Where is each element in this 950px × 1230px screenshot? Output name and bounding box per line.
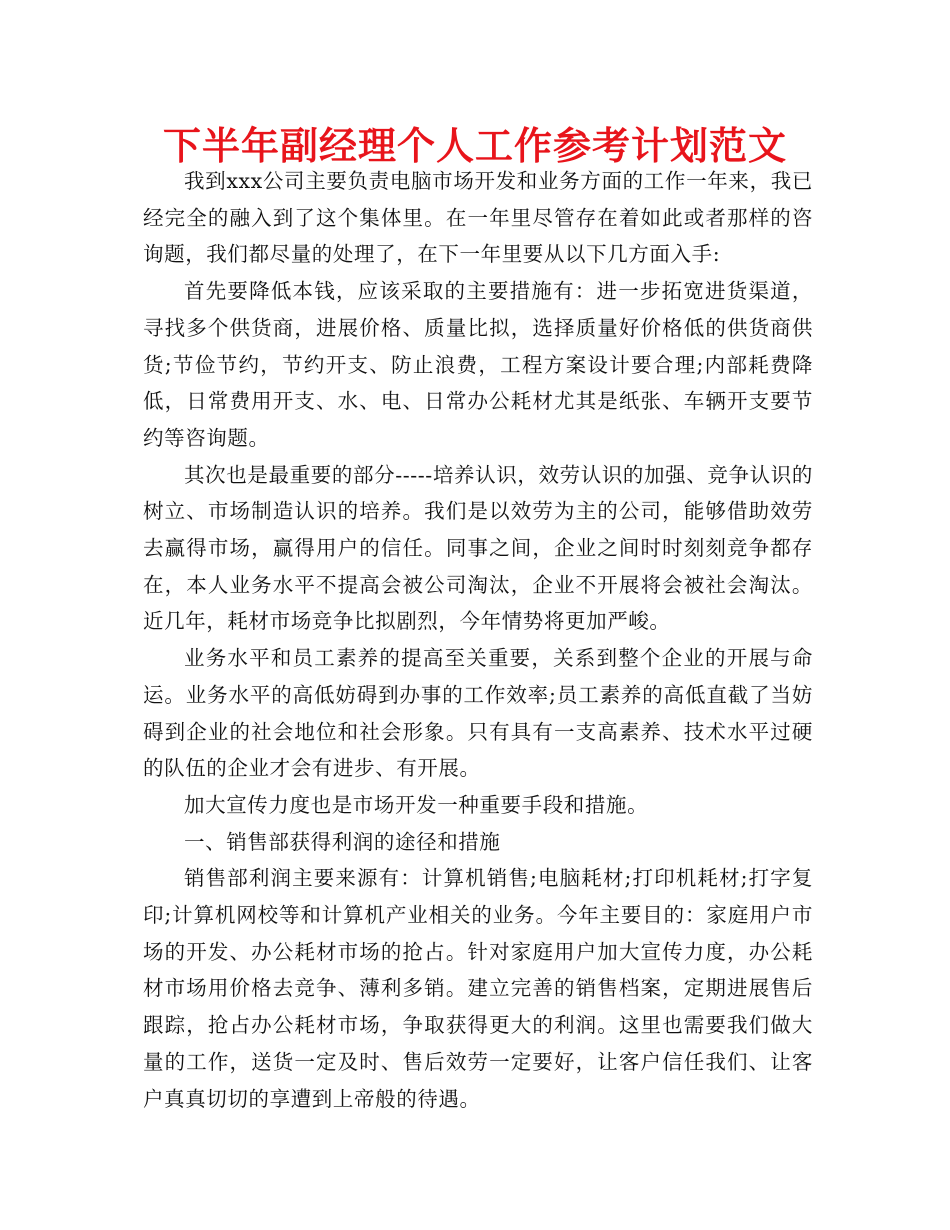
paragraph-cost-reduction: 首先要降低本钱，应该采取的主要措施有：进一步拓宽进货渠道，寻找多个供货商，进展价格、质量比拟，选择质量好价格低的供货商供货;节俭节约，节约开支、防止浪费，工程方案设计要合理;内部耗费降低，日常费用开支、水、电、日常办公耗材尤其是纸张、车辆开支要节约等咨询题。 (143, 279, 813, 450)
section-heading-sales-profit: 一、销售部获得利润的途径和措施 (184, 829, 501, 854)
paragraph-intro: 我到xxx公司主要负责电脑市场开发和业务方面的工作一年来，我已经完全的融入到了这个集体里。在一年里尽管存在着如此或者那样的咨询题，我们都尽量的处理了，在下一年里要从以下几方面入手: (143, 169, 813, 267)
paragraph-staff-quality: 业务水平和员工素养的提高至关重要，关系到整个企业的开展与命运。业务水平的高低妨碍到办事的工作效率;员工素养的高低直截了当妨碍到企业的社会地位和社会形象。只有具有一支高素养、技术水平过硬的队伍的企业才会有进步、有开展。 (143, 646, 813, 781)
document-body (143, 163, 813, 1117)
paragraph-awareness: 其次也是最重要的部分-----培养认识，效劳认识的加强、竞争认识的树立、市场制造认识的培养。我们是以效劳为主的公司，能够借助效劳去赢得市场，赢得用户的信任。同事之间，企业之间时时刻刻竞争都存在，本人业务水平不提高会被公司淘汰，企业不开展将会被社会淘汰。近几年，耗材市场竞争比拟剧烈，今年情势将更加严峻。 (143, 462, 813, 634)
document-title: 下半年副经理个人工作参考计划范文 (162, 124, 787, 168)
paragraph-publicity: 加大宣传力度也是市场开发一种重要手段和措施。 (184, 792, 649, 817)
paragraph-sales-profit: 销售部利润主要来源有：计算机销售;电脑耗材;打印机耗材;打字复印;计算机网校等和计算机产业相关的业务。今年主要目的：家庭用户市场的开发、办公耗材市场的抢占。针对家庭用户加大宣传力度，办公耗材市场用价格去竞争、薄利多销。建立完善的销售档案，定期进展售后跟踪，抢占办公耗材市场，争取获得更大的利润。这里也需要我们做大量的工作，送货一定及时、售后效劳一定要好，让客户信任我们、让客户真真切切的享遭到上帝般的待遇。 (143, 866, 813, 1111)
